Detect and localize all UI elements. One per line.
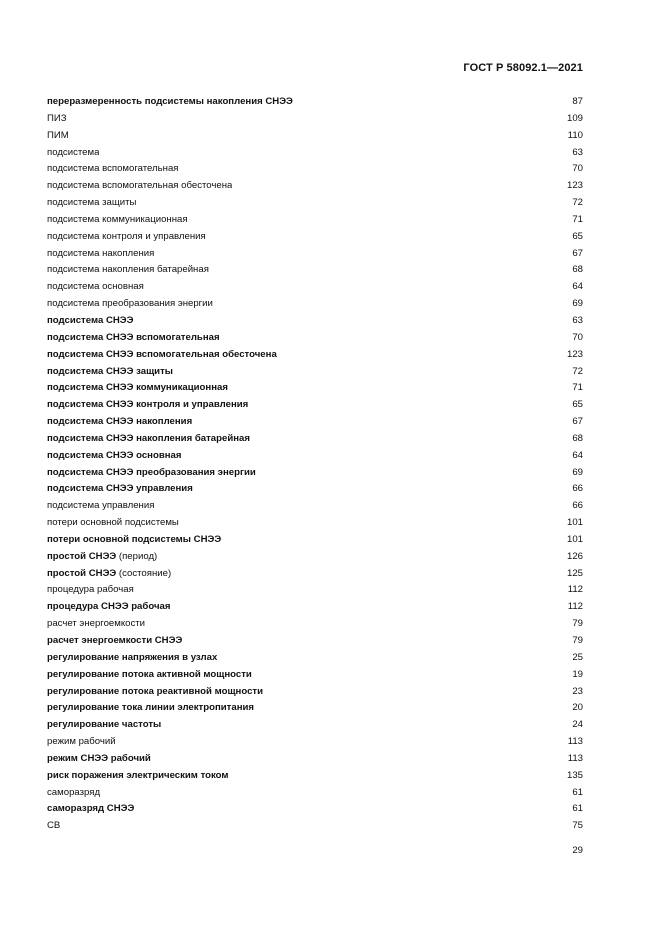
index-page-ref: 110 — [567, 129, 583, 141]
index-term-text: процедура СНЭЭ рабочая — [47, 601, 171, 613]
index-page-ref: 20 — [572, 702, 583, 714]
index-term-text: подсистема накопления батарейная — [47, 264, 209, 276]
index-term-text: подсистема СНЭЭ накопления батарейная — [47, 432, 250, 444]
document-header: ГОСТ Р 58092.1—2021 — [463, 62, 583, 74]
index-term — [47, 801, 134, 818]
index-term — [47, 229, 206, 246]
index-page-ref: 68 — [572, 264, 583, 276]
index-term-text: саморазряд СНЭЭ — [47, 803, 135, 815]
index-term — [47, 178, 232, 195]
index-entry — [47, 279, 583, 296]
index-term — [47, 734, 116, 751]
index-page-ref: 63 — [572, 146, 583, 158]
index-page-ref: 87 — [572, 96, 583, 107]
index-term-text: подсистема — [47, 146, 100, 158]
index-term-text: переразмеренность подсистемы накопления СНЭЭ — [47, 96, 293, 107]
index-page-ref: 123 — [566, 348, 583, 360]
index-term — [47, 145, 99, 162]
index-term — [47, 818, 60, 835]
index-entry — [47, 717, 583, 734]
index-page-ref: 67 — [572, 416, 583, 428]
index-term-text: СВ — [47, 820, 61, 832]
index-page-ref: 109 — [566, 112, 583, 124]
index-entry — [47, 818, 583, 835]
index-term-text: подсистема СНЭЭ основная — [47, 449, 182, 461]
index-page-ref: 65 — [572, 399, 583, 411]
index-term-text: подсистема управления — [47, 500, 155, 512]
index-term — [47, 549, 157, 566]
index-page-ref: 69 — [572, 466, 583, 478]
index-entry — [47, 768, 583, 785]
index-term-text: расчет энергоемкости — [47, 618, 146, 630]
index-term-text: простой СНЭЭ — [47, 567, 117, 579]
index-term — [47, 582, 134, 599]
index-term-text: регулирование частоты — [47, 719, 162, 731]
index-page-ref: 24 — [572, 719, 583, 731]
index-term — [47, 347, 277, 364]
index-term — [47, 262, 209, 279]
index-page-ref: 101 — [566, 517, 583, 529]
index-entry — [47, 751, 583, 768]
index-entry — [47, 650, 583, 667]
index-term-text: подсистема СНЭЭ коммуникационная — [47, 382, 228, 394]
index-page-ref: 72 — [572, 197, 583, 209]
index-term-qualifier: (период) — [118, 550, 158, 562]
index-entry — [47, 364, 583, 381]
index-page-ref: 71 — [572, 382, 583, 394]
index-page-ref: 61 — [572, 803, 583, 815]
index-entry — [47, 347, 583, 364]
index-page-ref: 64 — [572, 281, 583, 293]
index-term — [47, 751, 151, 768]
index-entry — [47, 684, 583, 701]
index-entry — [47, 734, 583, 751]
index-term — [47, 431, 250, 448]
index-term-text: подсистема СНЭЭ вспомогательная обесточена — [47, 348, 277, 360]
index-term — [47, 768, 229, 785]
index-entry — [47, 481, 583, 498]
index-entry — [47, 414, 583, 431]
index-term — [47, 397, 248, 414]
index-page-ref: 112 — [567, 601, 583, 613]
index-term-text: режим СНЭЭ рабочий — [47, 752, 151, 764]
index-entry — [47, 94, 583, 111]
index-entry — [47, 785, 583, 802]
index-term-text: подсистема СНЭЭ защиты — [47, 365, 173, 377]
index-entry — [47, 246, 583, 263]
index-term-text: процедура рабочая — [47, 584, 134, 596]
index-page-ref: 70 — [572, 163, 583, 175]
index-term — [47, 700, 254, 717]
index-term — [47, 128, 69, 145]
index-page-ref: 135 — [566, 769, 583, 781]
index-term-text: подсистема коммуникационная — [47, 213, 188, 225]
index-entry — [47, 801, 583, 818]
index-page-ref: 70 — [572, 331, 583, 343]
index-page-ref: 72 — [572, 365, 583, 377]
page-number: 29 — [572, 845, 583, 856]
index-entry — [47, 667, 583, 684]
index-page-ref: 79 — [572, 635, 583, 646]
index-page-ref: 75 — [572, 820, 583, 832]
index-term-text: подсистема основная — [47, 281, 144, 293]
index-entry — [47, 178, 583, 195]
index-page-ref: 64 — [572, 449, 583, 461]
index-term-text: подсистема СНЭЭ контроля и управления — [47, 399, 249, 411]
index-entry — [47, 161, 583, 178]
index-term-text: подсистема преобразования энергии — [47, 298, 213, 310]
index-entry — [47, 296, 583, 313]
index-term — [47, 330, 220, 347]
index-page-ref: 63 — [572, 314, 583, 326]
index-entry — [47, 599, 583, 616]
index-term-text: регулирование потока реактивной мощности — [47, 685, 263, 697]
index-term-text: простой СНЭЭ — [47, 550, 117, 562]
index-term-text: подсистема СНЭЭ вспомогательная — [47, 331, 220, 343]
index-term-text: ПИЗ — [47, 112, 67, 124]
index-entry — [47, 195, 583, 212]
index-term — [47, 111, 67, 128]
index-page-ref: 19 — [572, 668, 583, 680]
index-entry — [47, 616, 583, 633]
index-term — [47, 279, 144, 296]
index-page-ref: 66 — [572, 483, 583, 495]
index-page-ref: 61 — [572, 786, 583, 798]
index-term-text: подсистема СНЭЭ преобразования энергии — [47, 466, 256, 478]
index-term-text: регулирование тока линии электропитания — [47, 702, 254, 714]
index-term — [47, 195, 136, 212]
index-entry — [47, 448, 583, 465]
index-page-ref: 69 — [572, 298, 583, 310]
index-entry — [47, 532, 583, 549]
index-page-ref: 113 — [567, 736, 583, 748]
index-term-text: потери основной подсистемы СНЭЭ — [47, 533, 222, 545]
index-term-text: ПИМ — [47, 129, 69, 141]
index-page-ref: 101 — [566, 533, 583, 545]
index-term-qualifier: (состояние) — [118, 567, 172, 579]
index-term-text: подсистема вспомогательная — [47, 163, 179, 175]
index-entry — [47, 229, 583, 246]
index-term — [47, 616, 145, 633]
index-term — [47, 532, 221, 549]
index-term-text: подсистема вспомогательная обесточена — [47, 180, 233, 192]
index-page-ref: 65 — [572, 230, 583, 242]
index-page-ref: 113 — [567, 752, 583, 764]
index-term-text: подсистема СНЭЭ — [47, 314, 134, 326]
index-term-text: подсистема контроля и управления — [47, 230, 206, 242]
index-term — [47, 161, 178, 178]
index-page-ref: 67 — [572, 247, 583, 259]
index-page-ref: 112 — [567, 584, 583, 596]
index-term — [47, 785, 100, 802]
index-entry — [47, 212, 583, 229]
index-term — [47, 481, 193, 498]
index-term-text: саморазряд — [47, 786, 101, 798]
index-entry — [47, 128, 583, 145]
index-entry — [47, 431, 583, 448]
index-term — [47, 212, 188, 229]
index-term — [47, 566, 171, 583]
index-term — [47, 94, 293, 111]
index-entry — [47, 700, 583, 717]
index-page-ref: 123 — [566, 180, 583, 192]
index-page-ref: 126 — [566, 550, 583, 562]
index-term — [47, 684, 263, 701]
index-page-ref: 66 — [572, 500, 583, 512]
index-term-text: подсистема СНЭЭ накопления — [47, 416, 193, 428]
index-term-text: регулирование потока активной мощности — [47, 668, 252, 680]
index-entry — [47, 465, 583, 482]
index-term-text: подсистема СНЭЭ управления — [47, 483, 193, 495]
index-entry — [47, 111, 583, 128]
index-term-text: риск поражения электрическим током — [47, 769, 229, 781]
index-page-ref: 25 — [572, 651, 583, 663]
index-term — [47, 633, 182, 650]
index-page-ref: 125 — [566, 567, 583, 579]
index-term-text: режим рабочий — [47, 736, 116, 748]
index-term-text: подсистема защиты — [47, 197, 137, 209]
index-entry — [47, 380, 583, 397]
index-entry — [47, 582, 583, 599]
alphabetical-index — [47, 94, 583, 835]
index-page-ref: 23 — [572, 685, 583, 697]
index-entry — [47, 566, 583, 583]
index-entry — [47, 330, 583, 347]
index-term — [47, 448, 181, 465]
index-entry — [47, 145, 583, 162]
index-page-ref: 79 — [572, 618, 583, 630]
index-term — [47, 313, 133, 330]
index-term — [47, 380, 228, 397]
index-page-ref: 71 — [572, 213, 583, 225]
index-term — [47, 465, 256, 482]
index-term — [47, 667, 252, 684]
index-term — [47, 717, 161, 734]
index-term — [47, 650, 217, 667]
index-page-ref: 68 — [572, 432, 583, 444]
index-term — [47, 414, 192, 431]
index-entry — [47, 515, 583, 532]
index-term — [47, 364, 173, 381]
index-entry — [47, 633, 583, 650]
index-term — [47, 296, 213, 313]
index-term-text: потери основной подсистемы — [47, 517, 179, 529]
index-term — [47, 599, 170, 616]
index-term — [47, 515, 179, 532]
index-term — [47, 246, 154, 263]
index-entry — [47, 498, 583, 515]
index-term-text: расчет энергоемкости СНЭЭ — [47, 635, 183, 646]
index-term-text: подсистема накопления — [47, 247, 155, 259]
index-entry — [47, 549, 583, 566]
index-entry — [47, 262, 583, 279]
index-term — [47, 498, 154, 515]
index-term-text: регулирование напряжения в узлах — [47, 651, 218, 663]
index-entry — [47, 313, 583, 330]
index-entry — [47, 397, 583, 414]
